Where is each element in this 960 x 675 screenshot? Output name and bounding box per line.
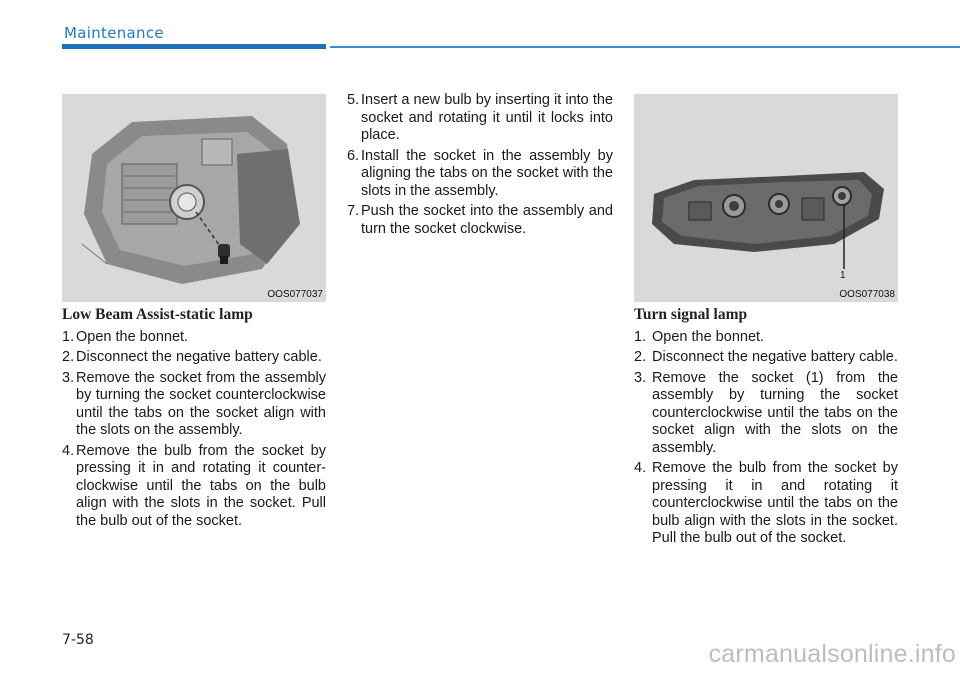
headlamp-figure: [62, 94, 326, 302]
list-item: 6. Install the socket in the assembly by aligning the tabs on the socket with the slots in the assembly.: [347, 147, 613, 199]
low-beam-column: [62, 306, 326, 533]
turn-lamp-figure: [634, 94, 898, 302]
low-beam-steps-continued: [347, 92, 613, 238]
turn-signal-heading: Turn signal lamp: [634, 306, 748, 323]
list-item: 3. Remove the socket from the assembly by turning the socket counterclockwise until the tabs on the socket align with the slots on the assembly.: [62, 369, 326, 438]
turn-signal-steps: [634, 329, 898, 548]
list-item: 5. Insert a new bulb by inserting it into the socket and rotating it until it locks into place.: [347, 92, 613, 143]
headlamp-illustration: [62, 94, 326, 302]
page-number: 7-58: [62, 632, 94, 648]
figure-code: OOS077037: [267, 289, 323, 300]
list-item: 1. Open the bonnet.: [62, 328, 189, 345]
figure-code: OOS077038: [839, 289, 895, 300]
low-beam-column-continued: [347, 92, 613, 241]
list-item: 2. Disconnect the negative battery cable.: [634, 349, 898, 365]
low-beam-heading: Low Beam Assist-static lamp: [62, 306, 253, 323]
header-rule-dark: [62, 44, 326, 49]
section-title: Maintenance: [64, 24, 164, 42]
header-rule-light: [330, 46, 960, 48]
low-beam-steps: [62, 329, 326, 531]
list-item: 1. Open the bonnet.: [634, 328, 765, 345]
list-item: 4. Remove the bulb from the socket by pressing it in and rotating it counter-clockwise until the tabs on the bulb align with the slots in the socket. Pull the bulb out of the socket.: [62, 442, 326, 529]
watermark: carmanualsonline.info: [708, 640, 956, 668]
list-item: 3. Remove the socket (1) from the assembly by turning the socket counterclockwise until the tabs on the socket align with the slots on the assembly.: [634, 369, 898, 456]
list-item: 2. Disconnect the negative battery cable.: [62, 349, 322, 365]
callout-label: 1: [840, 270, 846, 281]
turn-lamp-illustration: [634, 94, 898, 302]
list-item: 7. Push the socket into the assembly and turn the socket clockwise.: [347, 203, 613, 237]
turn-signal-column: [634, 306, 898, 551]
list-item: 4. Remove the bulb from the socket by pressing it in and rotating it counterclockwise until the tabs on the bulb align with the slots in the socket. Pull the bulb out of the socket.: [634, 460, 898, 546]
